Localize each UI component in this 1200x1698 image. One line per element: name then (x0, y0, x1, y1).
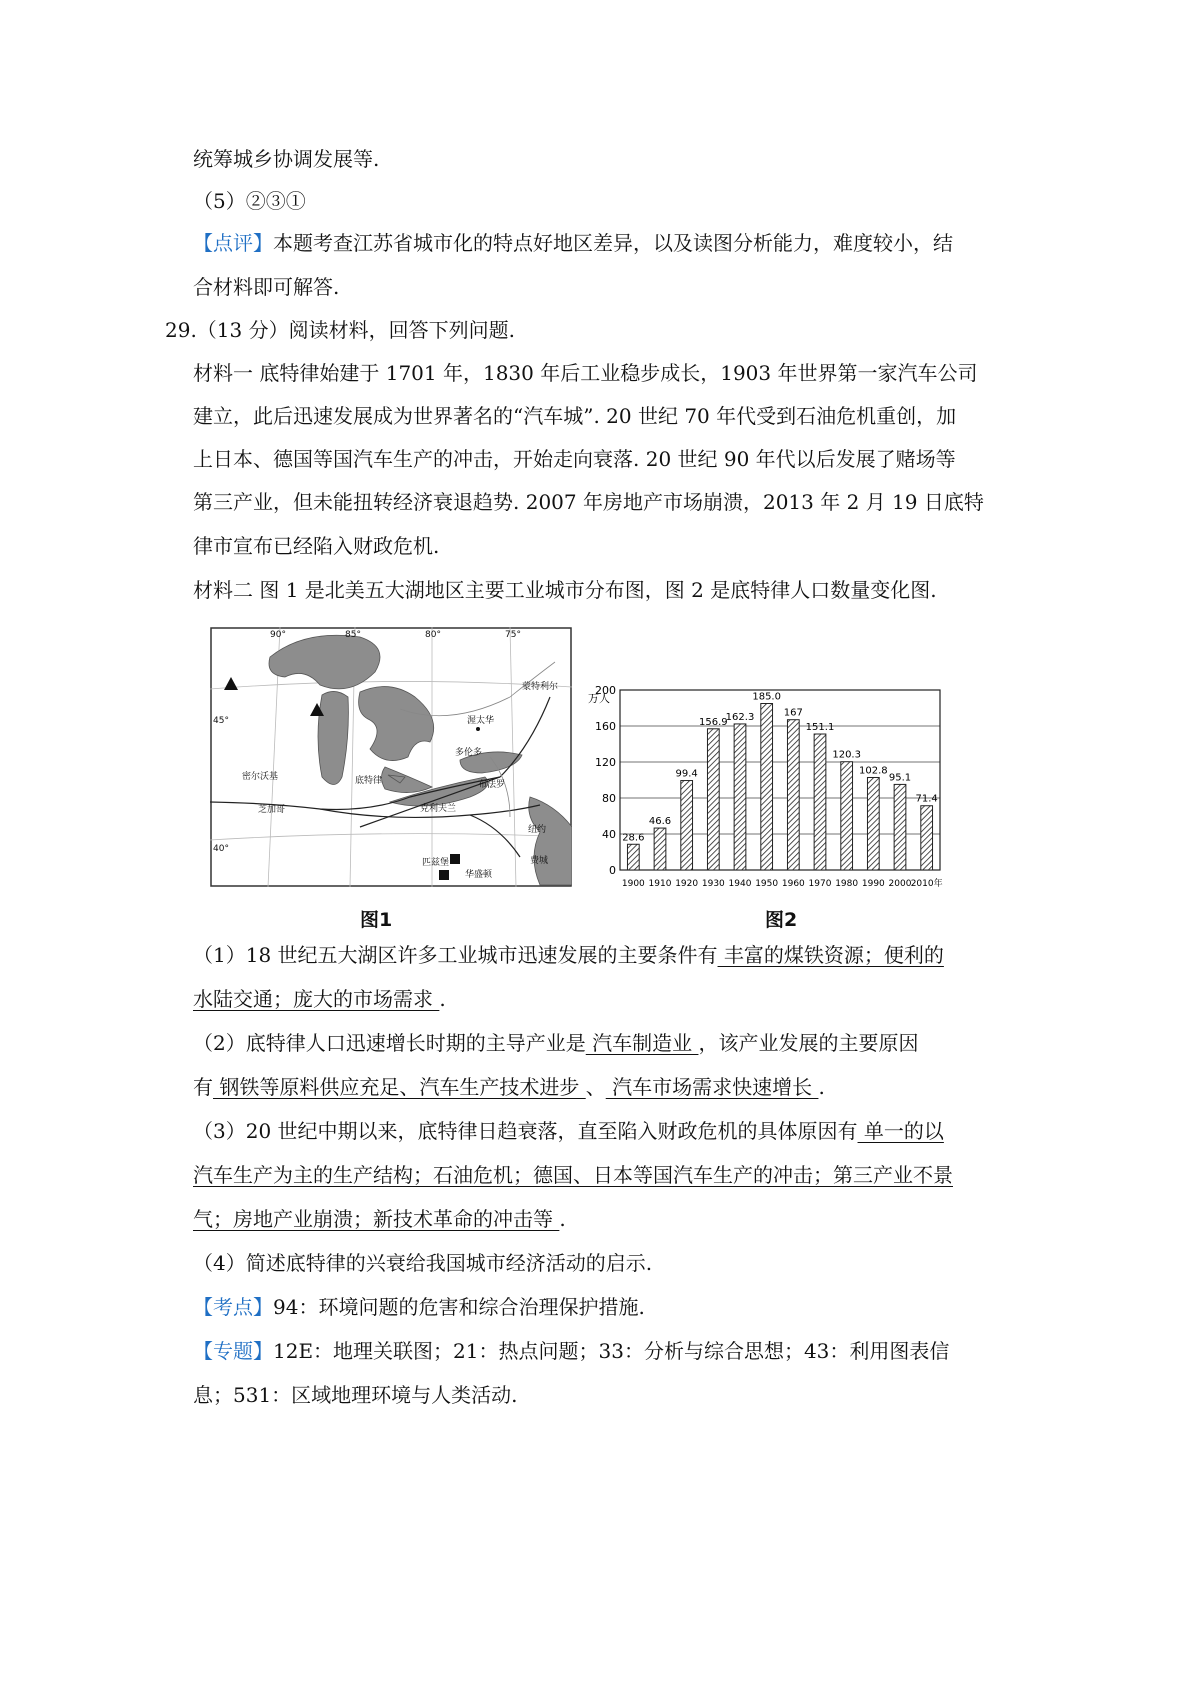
material-1-line: 律市宣布已经陷入财政危机. (193, 534, 440, 558)
bar (867, 777, 879, 870)
bar-value-label: 167 (783, 707, 803, 719)
lat-label: 40° (213, 844, 229, 854)
bar (707, 729, 719, 870)
material-1-line: 上日本、德国等国汽车生产的冲击，开始走向衰落. 20 世纪 90 年代以后发展了赌场等 (193, 447, 956, 471)
bar (654, 828, 666, 870)
kaodian-tag: 【考点】 (193, 1295, 273, 1319)
question-3-cont: 气；房地产业崩溃；新技术革命的冲击等 . (193, 1207, 566, 1231)
bar (734, 724, 746, 870)
question-2-cont: 有 钢铁等原料供应充足、汽车生产技术进步 、 汽车市场需求快速增长 . (193, 1075, 825, 1099)
zhuanti-line-cont: 息；531：区域地理环境与人类活动. (193, 1383, 518, 1407)
great-lakes-map (210, 627, 572, 891)
text-line: 合材料即可解答. (193, 275, 340, 299)
bar (814, 734, 826, 870)
city-label: 纽约 (528, 825, 547, 835)
comment-text: 本题考查江苏省城市化的特点好地区差异，以及读图分析能力，难度较小，结 (273, 231, 953, 255)
material-1-line: 材料一 底特律始建于 1701 年，1830 年后工业稳步成长，1903 年世界第一家汽车公司 (193, 361, 978, 385)
material-2-line: 材料二 图 1 是北美五大湖地区主要工业城市分布图，图 2 是底特律人口数量变化图. (193, 578, 937, 602)
answer-1: 丰富的煤铁资源；便利的 (717, 943, 944, 967)
question-4: （4）简述底特律的兴衰给我国城市经济活动的启示. (193, 1251, 653, 1275)
x-tick-label: 2000 (888, 879, 912, 889)
answer-3: 单一的以 (857, 1119, 944, 1143)
bar (894, 784, 906, 870)
y-tick-label: 80 (602, 792, 616, 805)
zhuanti-tag: 【专题】 (193, 1339, 273, 1363)
answer-3-end: 气；房地产业崩溃；新技术革命的冲击等 (193, 1207, 560, 1231)
comment-tag: 【点评】 (193, 231, 273, 255)
city-label: 密尔沃基 (242, 772, 279, 782)
bar-value-label: 46.6 (648, 816, 672, 828)
x-tick-label: 1970 (808, 879, 832, 889)
y-tick-label: 200 (595, 684, 616, 697)
city-label: 克利夫兰 (420, 804, 457, 814)
lon-label: 80° (425, 630, 441, 640)
answer-3-cont: 汽车生产为主的生产结构；石油危机；德国、日本等国汽车生产的冲击；第三产业不景 (193, 1163, 953, 1187)
question-1: （1）18 世纪五大湖区许多工业城市迅速发展的主要条件有 丰富的煤铁资源；便利的 (193, 943, 944, 967)
city-label: 芝加哥 (258, 805, 286, 815)
bar-value-label: 102.8 (859, 765, 888, 777)
bar-value-label: 28.6 (622, 832, 645, 844)
answer-5: （5）②③① (193, 189, 306, 213)
bar-value-label: 162.3 (725, 711, 755, 723)
bar (627, 844, 639, 870)
bar-value-label: 95.1 (888, 772, 912, 784)
city-label: 华盛顿 (465, 870, 493, 880)
lat-label: 45° (213, 716, 229, 726)
figure-2-caption: 图2 (765, 909, 798, 931)
answer-2c: 汽车市场需求快速增长 (605, 1075, 819, 1099)
bar (921, 806, 933, 870)
city-label: 底特律 (355, 776, 383, 786)
x-tick-label: 1900 (621, 879, 645, 889)
bar (841, 762, 853, 870)
city-label: 匹兹堡 (422, 858, 450, 868)
question-3: （3）20 世纪中期以来，底特律日趋衰落，直至陷入财政危机的具体原因有 单一的以 (193, 1119, 944, 1143)
x-tick-label: 1910 (648, 879, 672, 889)
x-tick-label: 1990 (861, 879, 885, 889)
figure-1-caption: 图1 (360, 909, 393, 931)
city-label: 多伦多 (455, 748, 483, 758)
city-label: 渥太华 (467, 716, 495, 726)
bar-value-label: 99.4 (675, 768, 698, 780)
lon-label: 75° (505, 630, 521, 640)
x-tick-label: 1950 (755, 879, 779, 889)
comment-line (193, 228, 953, 258)
y-tick-label: 120 (595, 756, 616, 769)
y-axis-label: 万人 (588, 692, 610, 705)
text-line: 统筹城乡协调发展等. (193, 147, 380, 171)
x-tick-label: 2010年 (910, 879, 943, 889)
material-1-line: 第三产业，但未能扭转经济衰退趋势. 2007 年房地产市场崩溃，2013 年 2 月 19 日底特 (193, 490, 984, 514)
x-tick-label: 1930 (701, 879, 725, 889)
x-tick-label: 1940 (728, 879, 752, 889)
question-2: （2）底特律人口迅速增长时期的主导产业是 汽车制造业 ，该产业发展的主要原因 (193, 1031, 919, 1055)
answer-1-cont: 水陆交通；庞大的市场需求 (193, 987, 440, 1011)
x-tick-label: 1920 (675, 879, 699, 889)
y-tick-label: 160 (595, 720, 616, 733)
bar (787, 720, 799, 870)
x-tick-label: 1960 (781, 879, 805, 889)
question-29-title: 29.（13 分）阅读材料，回答下列问题. (165, 318, 515, 342)
question-1-cont: 水陆交通；庞大的市场需求 . (193, 987, 446, 1011)
city-label: 布法罗 (478, 780, 506, 790)
material-1-line: 建立，此后迅速发展成为世界著名的“汽车城”. 20 世纪 70 年代受到石油危机重创，加 (193, 404, 957, 428)
answer-2b: 钢铁等原料供应充足、汽车生产技术进步 (213, 1075, 586, 1099)
bar-value-label: 156.9 (699, 716, 728, 728)
x-tick-label: 1980 (835, 879, 859, 889)
population-bar-chart (586, 680, 956, 904)
city-label: 费城 (530, 856, 549, 866)
city-label: 蒙特利尔 (522, 682, 559, 692)
lon-label: 90° (270, 630, 286, 640)
bar-value-label: 185.0 (752, 691, 781, 703)
question-3-cont (193, 1160, 953, 1190)
zhuanti-line: 【专题】12E：地理关联图；21：热点问题；33：分析与综合思想；43：利用图表信 (193, 1339, 950, 1363)
bar-value-label: 151.1 (805, 722, 835, 734)
bar-value-label: 71.4 (915, 793, 938, 805)
bar-value-label: 120.3 (832, 749, 861, 761)
bar (761, 704, 773, 871)
answer-2a: 汽车制造业 (585, 1031, 699, 1055)
y-tick-label: 40 (602, 828, 616, 841)
lon-label: 85° (345, 630, 361, 640)
kaodian-line: 【考点】94：环境问题的危害和综合治理保护措施. (193, 1295, 645, 1319)
y-tick-label: 0 (609, 864, 616, 877)
bar (681, 781, 693, 870)
